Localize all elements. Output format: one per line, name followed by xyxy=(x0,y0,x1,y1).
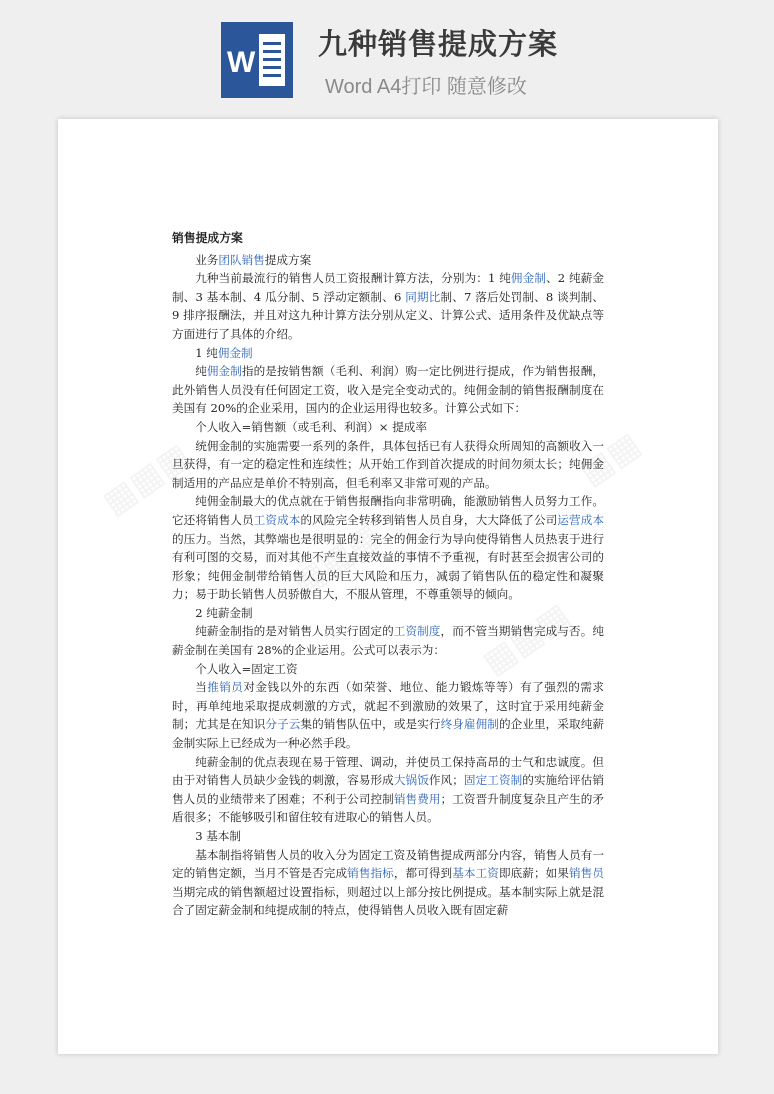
link-salesperson[interactable]: 销售员 xyxy=(569,866,604,881)
paragraph: 纯佣金制指的是按销售额（毛利、利润）购一定比例进行提成，作为销售报酬，此外销售人员没有任何固定工资，收入是完全变动式的。纯佣金制的销售报酬制度在美国有 20%的企业采用，国内的企业运用得也较多。计算公式如下： xyxy=(172,364,604,416)
link-big-pot[interactable]: 大锅饭 xyxy=(393,773,429,788)
link-sales-expense[interactable]: 销售费用 xyxy=(393,791,441,806)
word-icon-letter: W xyxy=(227,46,256,79)
section-title: 1 纯佣金制 xyxy=(195,345,253,360)
header xyxy=(0,0,774,108)
link-wage-system[interactable]: 工资制度 xyxy=(393,624,441,639)
link-molecular-cloud[interactable]: 分子云 xyxy=(265,717,301,732)
page-title: 九种销售提成方案 xyxy=(318,27,559,61)
paragraph: 业务团队销售提成方案 xyxy=(195,252,312,267)
page-subtitle: Word A4打印 随意修改 xyxy=(325,76,527,98)
document-page xyxy=(58,119,718,1054)
word-document-icon xyxy=(221,22,293,98)
paragraph: 基本制指将销售人员的收入分为固定工资及销售提成两部分内容，销售人员有一定的销售定额，当月不管是否完成销售指标，都可得到基本工资即底薪；如果销售员当期完成的销售额超过设置指标，则超过以上部分按比例提成。基本制实际上就是混合了固定薪金制和纯提成制的特点，使得销售人员收入既有固定薪 xyxy=(172,847,604,918)
paragraph: 纯薪金制指的是对销售人员实行固定的工资制度，而不管当期销售完成与否。纯薪金制在美国有 28%的企业运用。公式可以表示为： xyxy=(172,624,604,658)
link-wage-cost[interactable]: 工资成本 xyxy=(253,512,301,527)
link-salesman[interactable]: 推销员 xyxy=(207,680,244,695)
link-base-salary[interactable]: 基本工资 xyxy=(452,866,499,881)
link-fixed-wage-system[interactable]: 固定工资制 xyxy=(463,773,523,788)
formula: 个人收入=销售额（或毛利、利润）× 提成率 xyxy=(195,419,427,434)
link-team-sales[interactable]: 团队销售 xyxy=(218,252,265,267)
section-title: 3 基本制 xyxy=(195,829,242,843)
document-body xyxy=(172,229,604,920)
link-commission-system[interactable]: 佣金制 xyxy=(510,271,547,286)
paragraph: 统佣金制的实施需要一系列的条件，具体包括已有人获得众所周知的高额收入一旦获得，有一定的稳定性和连续性；从开始工作到首次提成的时间勿须太长；纯佣金制适用的产品应是单价不特别高，但毛利率又非常可观的产品。 xyxy=(172,438,604,490)
link-operating-cost[interactable]: 运营成本 xyxy=(557,512,604,527)
link-year-on-year[interactable]: 同期比 xyxy=(405,289,441,304)
link-lifetime-employment[interactable]: 终身雇佣制 xyxy=(440,717,499,732)
paragraph: 纯佣金制最大的优点就在于销售报酬指向非常明确，能激励销售人员努力工作。它还将销售人员工资成本的风险完全转移到销售人员自身，大大降低了公司运营成本的压力。当然，其弊端也是很明显的：完全的佣金行为导向使得销售人员热衷于进行有利可图的交易，而对其他不产生直接效益的事情不予重视，有时甚至会损害公司的形象；纯佣金制带给销售人员的巨大风险和压力，减弱了销售队伍的稳定性和凝聚力；易于助长销售人员骄傲自大，不服从管理，不尊重领导的倾向。 xyxy=(172,494,604,602)
link-commission-system[interactable]: 佣金制 xyxy=(206,364,242,379)
formula: 个人收入=固定工资 xyxy=(195,661,298,676)
paragraph: 九种当前最流行的销售人员工资报酬计算方法，分别为：1 纯佣金制、2 纯薪金制、3 基本制、4 瓜分制、5 浮动定额制、6 同期比制、7 落后处罚制、8 谈判制、9 排序报酬法，并且对这九种计算方法分别从定义、计算公式、适用条件及优缺点等方面进行了具体的介绍。 xyxy=(172,271,605,341)
section-title: 2 纯薪金制 xyxy=(195,605,253,620)
document-heading: 销售提成方案 xyxy=(172,231,243,245)
link-sales-target[interactable]: 销售指标 xyxy=(347,866,394,881)
paragraph: 当推销员对金钱以外的东西（如荣誉、地位、能力锻炼等等）有了强烈的需求时，再单纯地采取提成刺激的方式，就起不到激励的效果了，这时宜于采用纯薪金制；尤其是在知识分子云集的销售队伍中，或是实行终身雇佣制的企业里，采取纯薪金制实际上已经成为一种必然手段。 xyxy=(172,680,604,751)
link-commission-system[interactable]: 佣金制 xyxy=(217,345,253,360)
paragraph: 纯薪金制的优点表现在易于管理、调动，并使员工保持高昂的士气和忠诚度。但由于对销售人员缺少金钱的刺激，容易形成大锅饭作风；固定工资制的实施给评估销售人员的业绩带来了困难；不利于公司控制销售费用；工资晋升制度复杂且产生的矛盾很多；不能够吸引和留住较有进取心的销售人员。 xyxy=(172,754,604,825)
